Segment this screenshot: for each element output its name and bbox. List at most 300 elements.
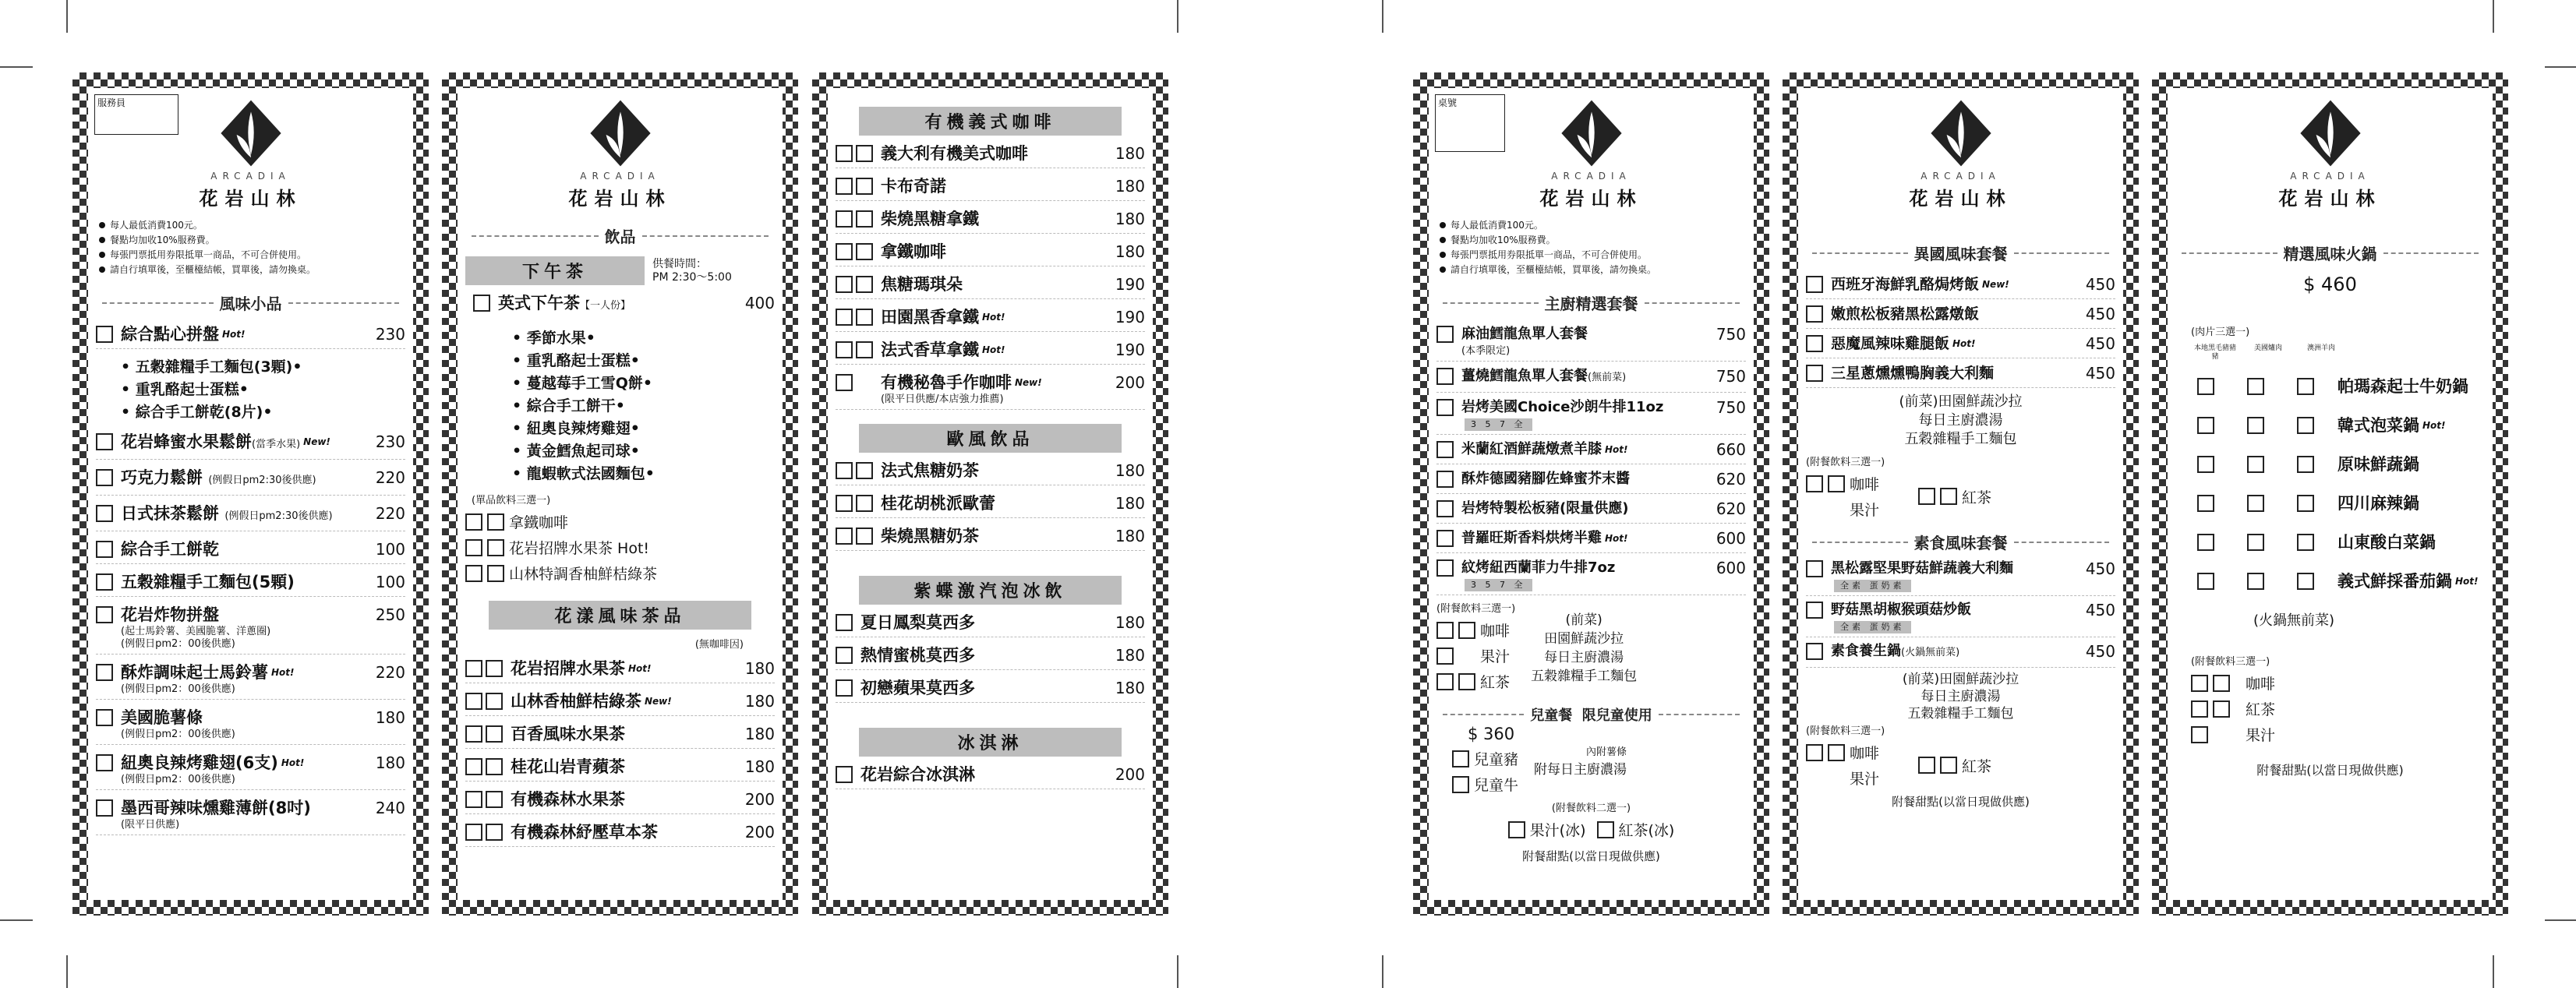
item-price: 190 (1115, 341, 1145, 359)
ice-checkbox[interactable] (2191, 675, 2208, 692)
menu-item (1806, 558, 2115, 596)
menu-item (96, 571, 405, 597)
menu-item (96, 431, 405, 460)
item-price: 180 (1115, 494, 1145, 513)
ice-checkbox[interactable] (1918, 757, 1935, 774)
drink-row (2191, 724, 2485, 745)
hot-checkbox[interactable] (465, 824, 482, 841)
hot-checkbox[interactable] (836, 243, 853, 260)
item-name: 巧克力鬆餅 (121, 468, 203, 487)
kids-section (1436, 704, 1746, 725)
menu-item (2175, 376, 2485, 400)
pork-checkbox[interactable] (2197, 417, 2214, 434)
menu-item (96, 538, 405, 564)
checkbox[interactable] (1806, 305, 1823, 323)
menu-item (836, 764, 1145, 789)
checkbox[interactable] (96, 754, 113, 771)
note-item: 每人最低消費100元。 (97, 218, 405, 233)
checkbox[interactable] (96, 573, 113, 591)
item-name: 花岩蜂蜜水果鬆餅 (121, 432, 252, 451)
item-sub: (限平日供應) (121, 819, 180, 831)
ice-checkbox[interactable] (856, 495, 873, 512)
starter-item: 五穀雜糧手工麵包 (1904, 431, 2017, 447)
checkbox[interactable] (1436, 500, 1454, 517)
platter-item: • 綜合手工餅乾(8片)• (121, 401, 405, 424)
item-price: 100 (375, 540, 405, 559)
lamb-checkbox[interactable] (2297, 378, 2314, 395)
item-price: 190 (1115, 275, 1145, 294)
starter-item: 田園鮮蔬沙拉 (1939, 672, 2019, 687)
arcadia-logo-icon (1556, 97, 1627, 169)
drink-name: 紅茶 (1962, 757, 1992, 775)
ice-checkbox[interactable] (486, 758, 503, 775)
hot-checkbox[interactable] (465, 539, 482, 556)
meat-col-label: 本地黑毛豬豬豬 (2193, 344, 2236, 361)
drink-row (465, 537, 775, 558)
drink-name: 咖啡 (1480, 623, 1511, 640)
drink-row (1806, 742, 1879, 763)
item-name: 岩烤美國Choice沙朗牛排11oz (1461, 399, 1664, 415)
ice-checkbox[interactable] (1806, 475, 1823, 492)
hot-checkbox[interactable] (465, 513, 482, 531)
meat-col-label: 美國爐肉 (2253, 344, 2282, 352)
drink-row (2191, 672, 2485, 693)
beef-checkbox[interactable] (2247, 417, 2264, 434)
tea-time: PM 2:30～5:00 (652, 270, 732, 284)
menu-item (1436, 397, 1746, 435)
item-price: 250 (375, 605, 405, 624)
menu-item (836, 460, 1145, 485)
pork-checkbox[interactable] (2197, 378, 2214, 395)
item-name: 惡魔風辣味雞腿飯 (1831, 335, 1950, 352)
item-price: 400 (744, 294, 775, 312)
item-name: 四川麻辣鍋 (2337, 494, 2419, 513)
brand-chinese: 花岩山林 (568, 187, 672, 210)
kids-side: 附每日主廚濃湯 (1534, 762, 1627, 778)
checkbox[interactable] (1806, 335, 1823, 352)
menu-item (1806, 333, 2115, 358)
section-title: 紫蝶激汽泡冰飲 (859, 576, 1122, 605)
item-name: 米蘭紅酒鮮蔬燉煮羊膝 (1461, 441, 1602, 457)
menu-item (96, 467, 405, 496)
item-price: 180 (744, 757, 775, 776)
platter-item: • 五穀雜糧手工麵包(3顆)• (121, 356, 405, 379)
checkbox[interactable] (1806, 560, 1823, 577)
checkbox[interactable] (1806, 602, 1823, 619)
item-name: 有機秘魯手作咖啡 (881, 373, 1012, 392)
checkbox[interactable] (1806, 276, 1823, 293)
ice-checkbox[interactable] (836, 679, 853, 697)
menu-item (1436, 439, 1746, 464)
item-name: 義式鮮採番茄鍋 (2337, 572, 2452, 591)
ice-checkbox[interactable] (1436, 622, 1454, 639)
item-name: 美國脆薯條 (121, 708, 203, 727)
ice-checkbox[interactable] (856, 309, 873, 326)
hot-badge: Hot! (1952, 338, 1976, 349)
checkbox[interactable] (1508, 821, 1525, 838)
ice-checkbox[interactable] (856, 178, 873, 195)
menu-item (836, 644, 1145, 670)
checkbox[interactable] (96, 664, 113, 681)
note-item: 餐點均加收10%服務費。 (97, 233, 405, 248)
item-price: 450 (2085, 275, 2115, 294)
drink-row (1597, 819, 1675, 840)
notes-list (97, 218, 405, 277)
tea-set-item: • 黃金鱈魚起司球• (512, 440, 775, 463)
new-badge: New! (303, 436, 330, 447)
hot-checkbox[interactable] (836, 341, 853, 358)
item-name: 柴燒黑糖奶茶 (881, 527, 979, 545)
item-price: 200 (744, 790, 775, 809)
hot-checkbox[interactable] (1828, 744, 1845, 761)
item-price: 620 (1716, 470, 1746, 489)
tea-set-item: • 季節水果• (512, 327, 775, 350)
item-name: 三星蔥燻燻鴨胸義大利麵 (1831, 365, 1995, 382)
ice-checkbox[interactable] (487, 539, 504, 556)
checkbox[interactable] (836, 766, 853, 783)
checkbox[interactable] (96, 505, 113, 522)
ice-checkbox[interactable] (1806, 744, 1823, 761)
arcadia-logo-icon (1925, 97, 1997, 169)
kids-side-header: 內附薯條 (1586, 746, 1627, 758)
beef-checkbox[interactable] (2247, 534, 2264, 551)
hot-checkbox[interactable] (2213, 675, 2230, 692)
tea-time-label: 供餐時間： (652, 257, 707, 270)
meat-col-label: 澳洲羊肉 (2306, 344, 2335, 352)
brand-english: ARCADIA (1551, 171, 1631, 182)
item-price: 180 (1115, 679, 1145, 697)
note-item: 請自行填單後，至櫃檯結帳，買單後，請勿換桌。 (97, 263, 405, 277)
ice-checkbox[interactable] (2191, 726, 2208, 743)
item-name: 紋烤紐西蘭菲力牛排7oz (1461, 559, 1616, 576)
beef-checkbox[interactable] (2247, 456, 2264, 473)
item-sub: (例假日pm2：00後供應) (121, 683, 235, 695)
item-name: 素食養生鍋 (1831, 643, 1901, 659)
hot-badge: Hot! (982, 344, 1005, 355)
item-price: 180 (1115, 242, 1145, 261)
menu-item (465, 690, 775, 716)
ice-checkbox[interactable] (2191, 700, 2208, 718)
lamb-checkbox[interactable] (2297, 534, 2314, 551)
checkbox[interactable] (1452, 750, 1469, 767)
menu-item (96, 503, 405, 531)
hot-checkbox[interactable] (465, 725, 482, 743)
beef-checkbox[interactable] (2247, 495, 2264, 512)
item-price: 750 (1716, 398, 1746, 417)
item-name: 熱情蜜桃莫西多 (860, 646, 975, 665)
drink-choice-header: (單品飲料三選一) (472, 495, 551, 506)
ice-checkbox[interactable] (487, 513, 504, 531)
ice-checkbox[interactable] (856, 462, 873, 479)
panel-foreign-set (1783, 72, 2139, 916)
checkbox[interactable] (96, 709, 113, 726)
hot-checkbox[interactable] (1940, 757, 1957, 774)
brand-english: ARCADIA (580, 171, 660, 182)
starter-title: (前菜) (1565, 612, 1602, 628)
checkbox[interactable] (1806, 365, 1823, 382)
item-sub: (限平日供應/本店強力推薦) (881, 393, 1004, 405)
item-name: 初戀蘋果莫西多 (860, 679, 975, 697)
ice-checkbox[interactable] (487, 565, 504, 582)
panel-snacks (72, 72, 429, 916)
drink-name: 紅茶 (1962, 489, 1992, 506)
hot-checkbox[interactable] (836, 309, 853, 326)
hot-checkbox[interactable] (836, 276, 853, 293)
section-title: 下午茶 (465, 256, 645, 285)
item-name: 田園黑香拿鐵 (881, 308, 979, 326)
menu-item (836, 612, 1145, 637)
hot-checkbox[interactable] (1458, 622, 1475, 639)
ice-checkbox[interactable] (856, 145, 873, 162)
item-price: 750 (1716, 325, 1746, 344)
hot-checkbox[interactable] (836, 374, 853, 391)
ice-checkbox[interactable] (856, 210, 873, 228)
hot-checkbox[interactable] (465, 693, 482, 710)
menu-item (836, 372, 1145, 410)
item-name: 日式抹茶鬆餅 (121, 504, 219, 523)
checkbox[interactable] (1436, 326, 1454, 343)
notes-list (1438, 218, 1746, 277)
menu-item (2175, 570, 2485, 595)
item-sub: (起士馬鈴薯、美國脆薯、洋蔥圈) (121, 626, 271, 637)
pork-checkbox[interactable] (2197, 534, 2214, 551)
item-name: 百香風味水果茶 (511, 725, 625, 743)
brand-chinese: 花岩山林 (1539, 187, 1643, 210)
note-item: 每張門票抵用券限抵單一商品，不可合併使用。 (1438, 248, 1746, 263)
item-name: 嫩煎松板豬黑松露燉飯 (1831, 305, 1980, 323)
hot-badge: Hot! (2455, 576, 2479, 587)
section-title: 歐風飲品 (859, 424, 1122, 453)
item-note: (無前菜) (1588, 372, 1627, 383)
new-badge: New! (1982, 279, 2009, 290)
item-name: 柴燒黑糖拿鐵 (881, 210, 979, 228)
menu-item (465, 756, 775, 782)
ice-checkbox[interactable] (486, 693, 503, 710)
hot-checkbox[interactable] (836, 210, 853, 228)
item-price: 600 (1716, 529, 1746, 548)
item-name: 山林香柚鮮桔綠茶 (511, 692, 641, 711)
checkbox[interactable] (1436, 368, 1454, 385)
kids-item-name: 兒童豬 (1474, 751, 1519, 768)
item-name: 卡布奇諾 (881, 177, 946, 196)
section-title: 精選風味火鍋 (2175, 242, 2485, 264)
item-name: 拿鐵咖啡 (881, 242, 946, 261)
checkbox[interactable] (1436, 471, 1454, 488)
ice-checkbox[interactable] (836, 647, 853, 664)
lamb-checkbox[interactable] (2297, 573, 2314, 590)
arcadia-logo-icon (585, 97, 656, 169)
item-name: 桂花胡桃派歐蕾 (881, 494, 995, 513)
hot-checkbox[interactable] (836, 178, 853, 195)
hot-badge: Hot! (982, 312, 1005, 323)
platter-item: • 重乳酪起士蛋糕• (121, 379, 405, 401)
hot-checkbox[interactable] (836, 528, 853, 545)
tea-set-item: • 蔓越莓手工雪Q餅• (512, 372, 775, 395)
checkbox[interactable] (96, 469, 113, 486)
item-price: 450 (2085, 305, 2115, 323)
menu-item (96, 797, 405, 835)
pork-checkbox[interactable] (2197, 495, 2214, 512)
panel-chef-set (1413, 72, 1769, 916)
ice-checkbox[interactable] (856, 243, 873, 260)
menu-sheet-right (1288, 0, 2576, 988)
menu-item (836, 175, 1145, 201)
item-sub: (例假日pm2：00後供應) (121, 729, 235, 740)
hot-badge: Hot! (271, 667, 295, 678)
item-name: 西班牙海鮮乳酪焗烤飯 (1831, 276, 1980, 293)
ice-checkbox[interactable] (1436, 673, 1454, 690)
section-title: 異國風味套餐 (1806, 242, 2115, 264)
starter-item: 每日主廚濃湯 (1544, 650, 1624, 665)
checkbox[interactable] (96, 326, 113, 343)
hot-checkbox[interactable] (2213, 700, 2230, 718)
item-price: 190 (1115, 308, 1145, 326)
item-name: 酥炸德國豬腳佐蜂蜜芥末醬 (1461, 471, 1630, 487)
hot-checkbox[interactable] (465, 660, 482, 677)
hot-checkbox[interactable] (1828, 475, 1845, 492)
drink-row (1508, 819, 1586, 840)
item-name: 焦糖瑪琪朵 (881, 275, 963, 294)
ice-checkbox[interactable] (856, 276, 873, 293)
drink-row (1918, 742, 1991, 789)
ice-checkbox[interactable] (1918, 488, 1935, 505)
dessert-note: 附餐甜點(以當日現做供應) (2256, 763, 2404, 778)
new-badge: New! (1015, 377, 1042, 388)
new-badge: New! (645, 696, 672, 707)
item-name: 薑燒鱈龍魚單人套餐 (1461, 368, 1588, 384)
pork-checkbox[interactable] (2197, 456, 2214, 473)
checkbox[interactable] (1436, 441, 1454, 458)
checkbox[interactable] (1597, 821, 1614, 838)
beef-checkbox[interactable] (2247, 573, 2264, 590)
menu-item (1436, 557, 1746, 595)
checkbox[interactable] (96, 799, 113, 817)
menu-item (1806, 362, 2115, 388)
item-name: 野菇黑胡椒猴頭菇炒飯 (1831, 602, 1971, 618)
note-item: 餐點均加收10%服務費。 (1438, 233, 1746, 248)
kids-drinks (1436, 814, 1746, 845)
item-price: 200 (1115, 765, 1145, 784)
lamb-checkbox[interactable] (2297, 495, 2314, 512)
veg-badge: 全素 蛋奶素 (1834, 621, 1911, 633)
checkbox[interactable] (1436, 399, 1454, 416)
item-price: 180 (1115, 461, 1145, 480)
brand-chinese: 花岩山林 (2278, 187, 2382, 210)
menu-item (1436, 323, 1746, 362)
checkbox[interactable] (1806, 643, 1823, 660)
starter-title: (前菜) (1899, 393, 1938, 410)
tea-set-item: • 重乳酪起士蛋糕• (512, 350, 775, 372)
ice-checkbox[interactable] (856, 528, 873, 545)
item-name: 有機森林水果茶 (511, 790, 625, 809)
item-sub: (例假日pm2：00後供應) (121, 638, 235, 650)
drink-row (1436, 619, 1515, 640)
menu-item (465, 789, 775, 814)
hot-checkbox[interactable] (465, 758, 482, 775)
drink-name: 咖啡 (1850, 745, 1880, 762)
drink-choice-header: (附餐飲料三選一) (1806, 457, 1885, 468)
item-price: 180 (1115, 144, 1145, 163)
drink-choice-header: (附餐飲料三選一) (2191, 656, 2270, 668)
ice-checkbox[interactable] (836, 614, 853, 631)
menu-item (836, 241, 1145, 266)
panel-coffee (812, 72, 1168, 916)
menu-item (473, 292, 775, 320)
checkbox[interactable] (96, 606, 113, 623)
ice-checkbox[interactable] (856, 341, 873, 358)
brand-english: ARCADIA (1921, 171, 2001, 182)
checkbox[interactable] (473, 295, 490, 312)
item-name: 桂花山岩青蘋茶 (511, 757, 625, 776)
beef-checkbox[interactable] (2247, 378, 2264, 395)
ice-checkbox[interactable] (1436, 647, 1454, 665)
item-name: 綜合點心拼盤 (121, 325, 219, 344)
lamb-checkbox[interactable] (2297, 456, 2314, 473)
item-price: 660 (1716, 440, 1746, 459)
hot-checkbox[interactable] (836, 462, 853, 479)
item-price: 450 (2085, 364, 2115, 383)
item-price: 620 (1716, 499, 1746, 518)
hot-checkbox[interactable] (836, 145, 853, 162)
menu-item (96, 604, 405, 655)
item-note: (例假日pm2:30後供應) (224, 510, 333, 522)
item-name: 法式香草拿鐵 (881, 341, 979, 359)
item-name: 酥炸調味起士馬鈴薯 (121, 663, 268, 682)
pork-checkbox[interactable] (2197, 573, 2214, 590)
checkbox[interactable] (1436, 559, 1454, 577)
checkbox[interactable] (1436, 530, 1454, 547)
item-price: 180 (1115, 646, 1145, 665)
hot-checkbox[interactable] (465, 565, 482, 582)
ice-checkbox[interactable] (486, 660, 503, 677)
checkbox[interactable] (1452, 776, 1469, 793)
drink-row (1850, 499, 1879, 520)
item-name: 義大利有機美式咖啡 (881, 144, 1028, 163)
item-price: 220 (375, 504, 405, 523)
drink-row (1918, 473, 1991, 520)
hot-checkbox[interactable] (1458, 673, 1475, 690)
note-item: 請自行填單後，至櫃檯結帳，買單後，請勿換桌。 (1438, 263, 1746, 277)
menu-item (96, 323, 405, 349)
menu-item (2175, 453, 2485, 478)
hot-checkbox[interactable] (1940, 488, 1957, 505)
table-box[interactable]: 桌號 (1435, 94, 1505, 152)
ice-checkbox[interactable] (486, 824, 503, 841)
hot-checkbox[interactable] (465, 791, 482, 808)
item-name: 花岩招牌水果茶 (511, 659, 625, 678)
server-box[interactable]: 服務員 (94, 94, 178, 135)
item-name: 麻油鱈龍魚單人套餐 (1461, 326, 1588, 342)
checkbox[interactable] (96, 433, 113, 450)
item-price: 180 (1115, 210, 1145, 228)
kids-item-name: 兒童牛 (1474, 777, 1519, 794)
hot-checkbox[interactable] (836, 495, 853, 512)
section-title: 花漾風味茶品 (489, 601, 751, 630)
menu-item (836, 677, 1145, 703)
menu-item (96, 707, 405, 745)
lamb-checkbox[interactable] (2297, 417, 2314, 434)
checkbox[interactable] (96, 541, 113, 558)
ice-checkbox[interactable] (486, 791, 503, 808)
item-name: 英式下午茶 (498, 294, 580, 312)
menu-item (836, 306, 1145, 332)
ice-checkbox[interactable] (486, 725, 503, 743)
item-name: 有機森林紓壓草本茶 (511, 823, 658, 842)
drink-name: 果汁(冰) (1529, 822, 1586, 839)
veg-badge: 全素 蛋奶素 (1834, 580, 1911, 592)
item-price: 600 (1716, 559, 1746, 577)
menu-item (1806, 599, 2115, 637)
